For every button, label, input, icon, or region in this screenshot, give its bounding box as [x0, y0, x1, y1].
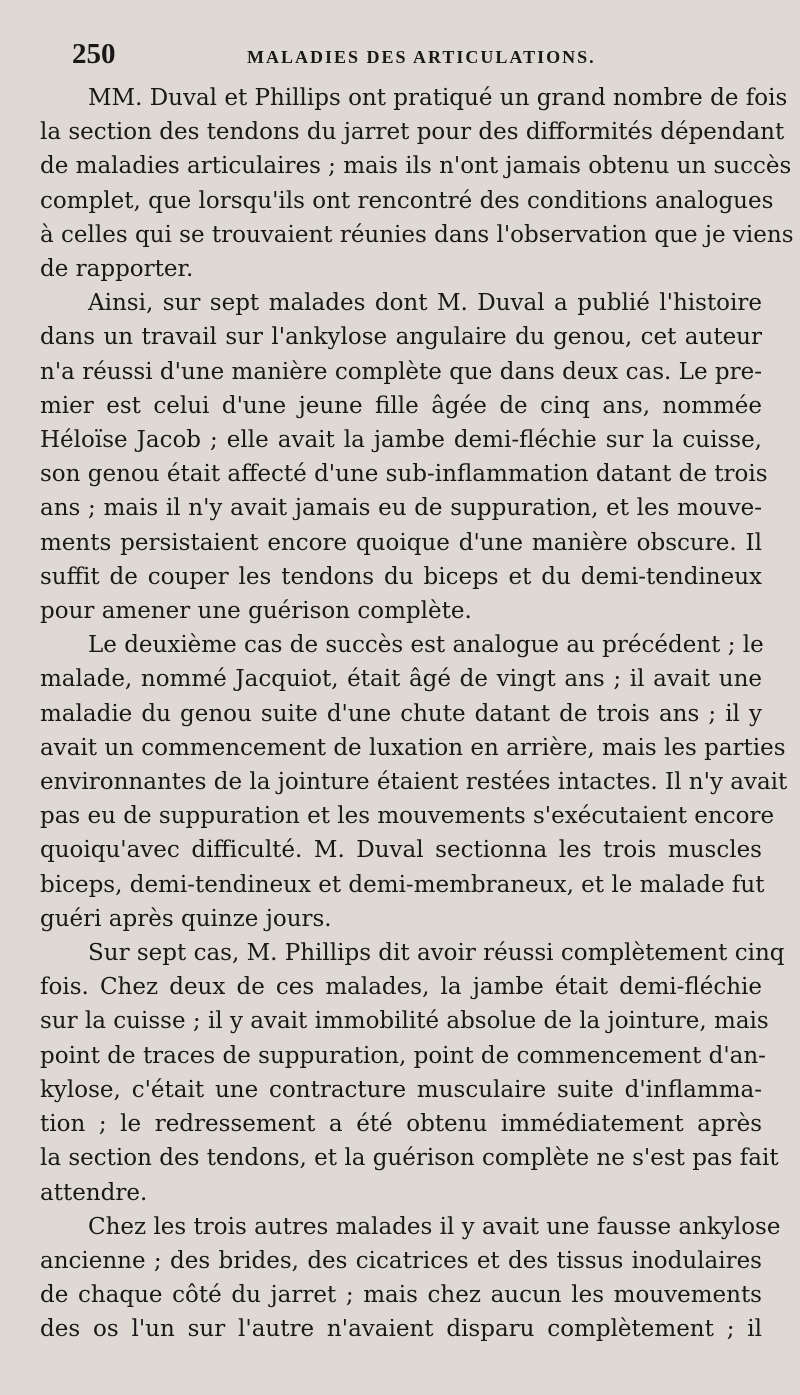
text-line: mier est celui d'une jeune fille âgée de cinq ans, nommée	[40, 392, 762, 419]
text-line: des os l'un sur l'autre n'avaient disparu complètement ; il	[40, 1316, 762, 1343]
paragraph	[40, 628, 788, 936]
text-line: Le deuxième cas de succès est analogue au précédent ; le	[88, 632, 764, 659]
text-line: dans un travail sur l'ankylose angulaire du genou, cet auteur	[40, 324, 762, 351]
text-line: Sur sept cas, M. Phillips dit avoir réussi complètement cinq	[88, 940, 785, 967]
text-line: guéri après quinze jours.	[40, 905, 332, 932]
running-title: MALADIES DES ARTICULATIONS.	[247, 47, 596, 67]
text-line: n'a réussi d'une manière complète que dans deux cas. Le pre-	[40, 358, 762, 385]
paragraph	[40, 936, 785, 1210]
paragraph	[40, 81, 794, 286]
text-line: ments persistaient encore quoique d'une manière obscure. Il	[40, 529, 762, 556]
text-line: ancienne ; des brides, des cicatrices et des tissus inodulaires	[40, 1247, 762, 1274]
paragraph	[40, 286, 768, 628]
text-line: avait un commencement de luxation en arrière, mais les parties	[40, 734, 786, 761]
text-line: pour amener une guérison complète.	[40, 598, 472, 625]
text-line: MM. Duval et Phillips ont pratiqué un grand nombre de fois	[88, 85, 788, 111]
text-line: de maladies articulaires ; mais ils n'ont jamais obtenu un succès	[40, 153, 792, 180]
page-number: 250	[72, 38, 116, 70]
text-line: ans ; mais il n'y avait jamais eu de suppuration, et les mouve-	[40, 495, 762, 522]
text-line: Ainsi, sur sept malades dont M. Duval a publié l'histoire	[88, 290, 762, 317]
text-line: tion ; le redressement a été obtenu immédiatement après	[40, 1111, 762, 1138]
text-line: à celles qui se trouvaient réunies dans l'observation que je viens	[40, 221, 794, 248]
text-line: suffit de couper les tendons du biceps et du demi-tendineux	[40, 563, 762, 590]
text-line: attendre.	[40, 1179, 148, 1206]
text-line: malade, nommé Jacquiot, était âgé de vingt ans ; il avait une	[40, 666, 762, 693]
text-line: pas eu de suppuration et les mouvements s'exécutaient encore	[40, 803, 775, 830]
text-line: de rapporter.	[40, 256, 194, 283]
text-line: quoiqu'avec difficulté. M. Duval sectionna les trois muscles	[40, 837, 762, 864]
paragraph	[40, 1210, 781, 1347]
page-header	[72, 38, 762, 78]
body-text	[40, 81, 794, 1347]
text-line: fois. Chez deux de ces malades, la jambe était demi-fléchie	[40, 974, 762, 1001]
text-line: Héloïse Jacob ; elle avait la jambe demi-fléchie sur la cuisse,	[40, 427, 762, 454]
text-line: de chaque côté du jarret ; mais chez aucun les mouvements	[40, 1282, 762, 1309]
text-line: maladie du genou suite d'une chute datant de trois ans ; il y	[40, 700, 762, 727]
text-line: point de traces de suppuration, point de commencement d'an-	[40, 1042, 766, 1069]
text-line: son genou était affecté d'une sub-inflammation datant de trois	[40, 461, 768, 488]
text-line: la section des tendons, et la guérison complète ne s'est pas fait	[40, 1145, 779, 1172]
text-line: kylose, c'était une contracture musculaire suite d'inflamma-	[40, 1076, 762, 1103]
text-line: Chez les trois autres malades il y avait une fausse ankylose	[88, 1213, 781, 1240]
text-line: sur la cuisse ; il y avait immobilité absolue de la jointure, mais	[40, 1008, 769, 1035]
text-line: biceps, demi-tendineux et demi-membraneux, et le malade fut	[40, 871, 765, 898]
text-line: environnantes de la jointure étaient restées intactes. Il n'y avait	[40, 769, 788, 796]
text-line: complet, que lorsqu'ils ont rencontré des conditions analogues	[40, 187, 774, 214]
text-line: la section des tendons du jarret pour des difformités dépendant	[40, 119, 785, 146]
